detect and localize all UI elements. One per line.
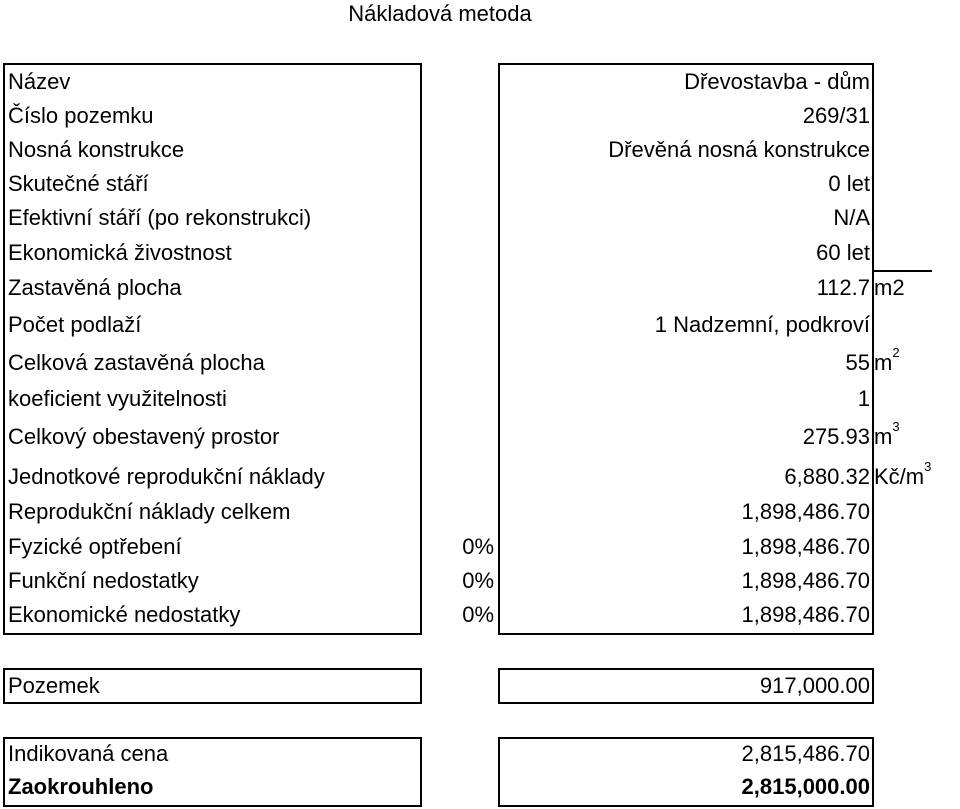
rounded-price-label: Zaokrouhleno — [8, 774, 154, 799]
page-title: Nákladová metoda — [348, 1, 532, 26]
row-value-nazev: Dřevostavba - dům — [684, 69, 870, 94]
row-label-obestaveny-prostor: Celkový obestavený prostor — [8, 424, 280, 449]
row-label-koeficient: koeficient využitelnosti — [8, 386, 227, 411]
row-percent-fyzicke-optrebeni: 0% — [462, 534, 494, 559]
row-value-funkcni-nedostatky: 1,898,486.70 — [741, 568, 870, 593]
row-value-reprodukcni-naklady-celkem: 1,898,486.70 — [741, 499, 870, 524]
row-label-celkova-zastavena-plocha: Celková zastavěná plocha — [8, 350, 265, 375]
row-value-efektivni-stari: N/A — [833, 205, 870, 230]
row-label-ekonomicka-zivostnost: Ekonomická živostnost — [8, 240, 232, 265]
row-value-obestaveny-prostor: 275.93 — [802, 424, 870, 449]
row-value-fyzicke-optrebeni: 1,898,486.70 — [741, 534, 870, 559]
row-value-pocet-podlazi: 1 Nadzemní, podkroví — [654, 312, 870, 337]
row-label-nosna-konstrukce: Nosná konstrukce — [8, 137, 185, 162]
row-value-koeficient: 1 — [857, 386, 870, 411]
row-value-cislo-pozemku: 269/31 — [802, 103, 870, 128]
row-unit-zastavena-plocha: m2 — [874, 275, 905, 300]
row-label-funkcni-nedostatky: Funkční nedostatky — [8, 568, 199, 593]
land-value: 917,000.00 — [759, 673, 870, 698]
row-unit-celkova-zastavena-plocha: $m^2$ — [874, 345, 900, 375]
row-label-fyzicke-optrebeni: Fyzické optřebení — [8, 534, 182, 559]
row-value-celkova-zastavena-plocha: 55 — [845, 350, 870, 375]
row-label-reprodukcni-naklady-celkem: Reprodukční náklady celkem — [8, 499, 291, 524]
row-percent-funkcni-nedostatky: 0% — [462, 568, 494, 593]
unit-row-divider — [872, 270, 932, 272]
row-label-jednotkove-naklady: Jednotkové reprodukční náklady — [8, 464, 325, 489]
row-value-zastavena-plocha: 112.7 — [816, 275, 870, 300]
rounded-price-value: 2,815,000.00 — [741, 774, 870, 799]
land-label: Pozemek — [8, 673, 100, 698]
indicated-price-label: Indikovaná cena — [8, 741, 169, 766]
row-label-skutecne-stari: Skutečné stáří — [8, 171, 149, 196]
row-label-nazev: Název — [8, 69, 71, 94]
row-value-jednotkove-naklady: 6,880.32 — [784, 464, 870, 489]
row-percent-ekonomicke-nedostatky: 0% — [462, 602, 494, 627]
unit-row-divider — [872, 306, 874, 308]
row-label-efektivni-stari: Efektivní stáří (po rekonstrukci) — [8, 205, 312, 230]
row-label-cislo-pozemku: Číslo pozemku — [8, 103, 154, 128]
row-value-ekonomicka-zivostnost: 60 let — [816, 240, 870, 265]
row-label-ekonomicke-nedostatky: Ekonomické nedostatky — [8, 602, 241, 627]
row-label-zastavena-plocha: Zastavěná plocha — [8, 275, 182, 300]
row-value-skutecne-stari: 0 let — [828, 171, 870, 196]
indicated-price-value: 2,815,486.70 — [741, 741, 870, 766]
row-unit-jednotkove-naklady: $Kč/m^3$ — [874, 459, 932, 489]
row-value-ekonomicke-nedostatky: 1,898,486.70 — [741, 602, 870, 627]
row-label-pocet-podlazi: Počet podlaží — [8, 312, 142, 337]
row-value-nosna-konstrukce: Dřevěná nosná konstrukce — [608, 137, 870, 162]
row-unit-obestaveny-prostor: $m^3$ — [874, 419, 900, 449]
